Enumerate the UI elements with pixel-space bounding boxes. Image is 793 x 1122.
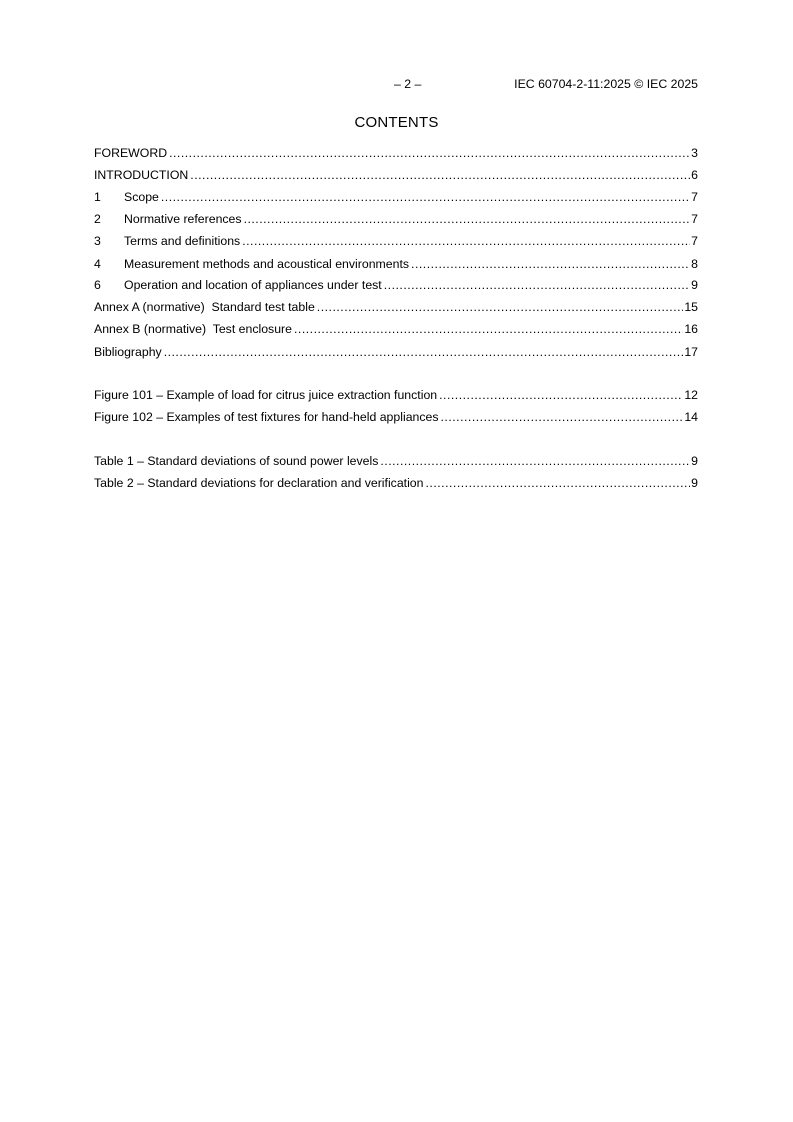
toc-entry-foreword[interactable]	[94, 145, 698, 161]
toc-entry-page: 8	[691, 257, 698, 271]
toc-entry-table-1[interactable]	[94, 453, 698, 469]
dot-leader	[161, 189, 690, 205]
dot-leader	[294, 321, 683, 337]
dot-leader	[439, 387, 683, 403]
toc-entry-page: 7	[691, 234, 698, 248]
page-title: CONTENTS	[354, 114, 439, 131]
toc-entry-page: 3	[691, 146, 698, 160]
toc-entry-label: Operation and location of appliances under test	[124, 278, 382, 292]
toc-entry-measurement-methods[interactable]	[94, 256, 698, 272]
dot-leader	[317, 299, 684, 315]
toc-entry-page: 15	[684, 300, 698, 314]
toc-entry-figure-101[interactable]	[94, 387, 698, 403]
dot-leader	[426, 475, 691, 491]
toc-entry-label: Measurement methods and acoustical environments	[124, 257, 410, 271]
toc-entry-label: Scope	[124, 190, 159, 204]
dot-leader	[411, 256, 690, 272]
toc-entry-introduction[interactable]	[94, 167, 698, 183]
toc-entry-scope[interactable]	[94, 189, 698, 205]
toc-entry-number: 1	[94, 190, 101, 204]
toc-entry-page: 9	[691, 476, 698, 490]
toc-entry-label: Annex A (normative) Standard test table	[94, 300, 315, 314]
toc-entry-page: 16	[684, 322, 698, 336]
dot-leader	[384, 277, 690, 293]
toc-entry-annex-a[interactable]	[94, 299, 698, 315]
toc-entry-page: 7	[691, 212, 698, 226]
toc-entry-number: 2	[94, 212, 101, 226]
toc-entry-label: Figure 102 – Examples of test fixtures for hand-held appliances	[94, 410, 439, 424]
toc-entry-page: 9	[691, 454, 698, 468]
toc-entry-label: Bibliography	[94, 345, 162, 359]
toc-entry-page: 7	[691, 190, 698, 204]
dot-leader	[190, 167, 690, 183]
toc-entry-page: 12	[684, 388, 698, 402]
toc-entry-label: FOREWORD	[94, 146, 168, 160]
page-number: – 2 –	[394, 77, 422, 91]
toc-entry-label: Terms and definitions	[124, 234, 241, 248]
toc-entry-bibliography[interactable]	[94, 344, 698, 360]
toc-entry-table-2[interactable]	[94, 475, 698, 491]
dot-leader	[380, 453, 690, 469]
toc-entry-page: 17	[684, 345, 698, 359]
toc-entry-page: 9	[691, 278, 698, 292]
toc-entry-page: 14	[684, 410, 698, 424]
dot-leader	[242, 233, 690, 249]
toc-entry-label: INTRODUCTION	[94, 168, 189, 182]
toc-entry-operation-and-location[interactable]	[94, 277, 698, 293]
toc-entry-label: Table 2 – Standard deviations for declaration and verification	[94, 476, 424, 490]
toc-entry-terms-and-definitions[interactable]	[94, 233, 698, 249]
toc-entry-normative-references[interactable]	[94, 211, 698, 227]
document-id: IEC 60704-2-11:2025 © IEC 2025	[514, 77, 698, 91]
toc-entry-label: Annex B (normative) Test enclosure	[94, 322, 292, 336]
toc-entry-page: 6	[691, 168, 698, 182]
dot-leader	[244, 211, 691, 227]
toc-entry-number: 3	[94, 234, 101, 248]
dot-leader	[164, 344, 684, 360]
toc-entry-number: 4	[94, 257, 101, 271]
page-header	[94, 76, 698, 92]
toc-entry-number: 6	[94, 278, 101, 292]
toc-entry-annex-b[interactable]	[94, 321, 698, 337]
toc-entry-figure-102[interactable]	[94, 409, 698, 425]
dot-leader	[169, 145, 690, 161]
dot-leader	[441, 409, 684, 425]
toc-entry-label: Figure 101 – Example of load for citrus juice extraction function	[94, 388, 438, 402]
toc-entry-label: Normative references	[124, 212, 242, 226]
toc-entry-label: Table 1 – Standard deviations of sound power levels	[94, 454, 379, 468]
